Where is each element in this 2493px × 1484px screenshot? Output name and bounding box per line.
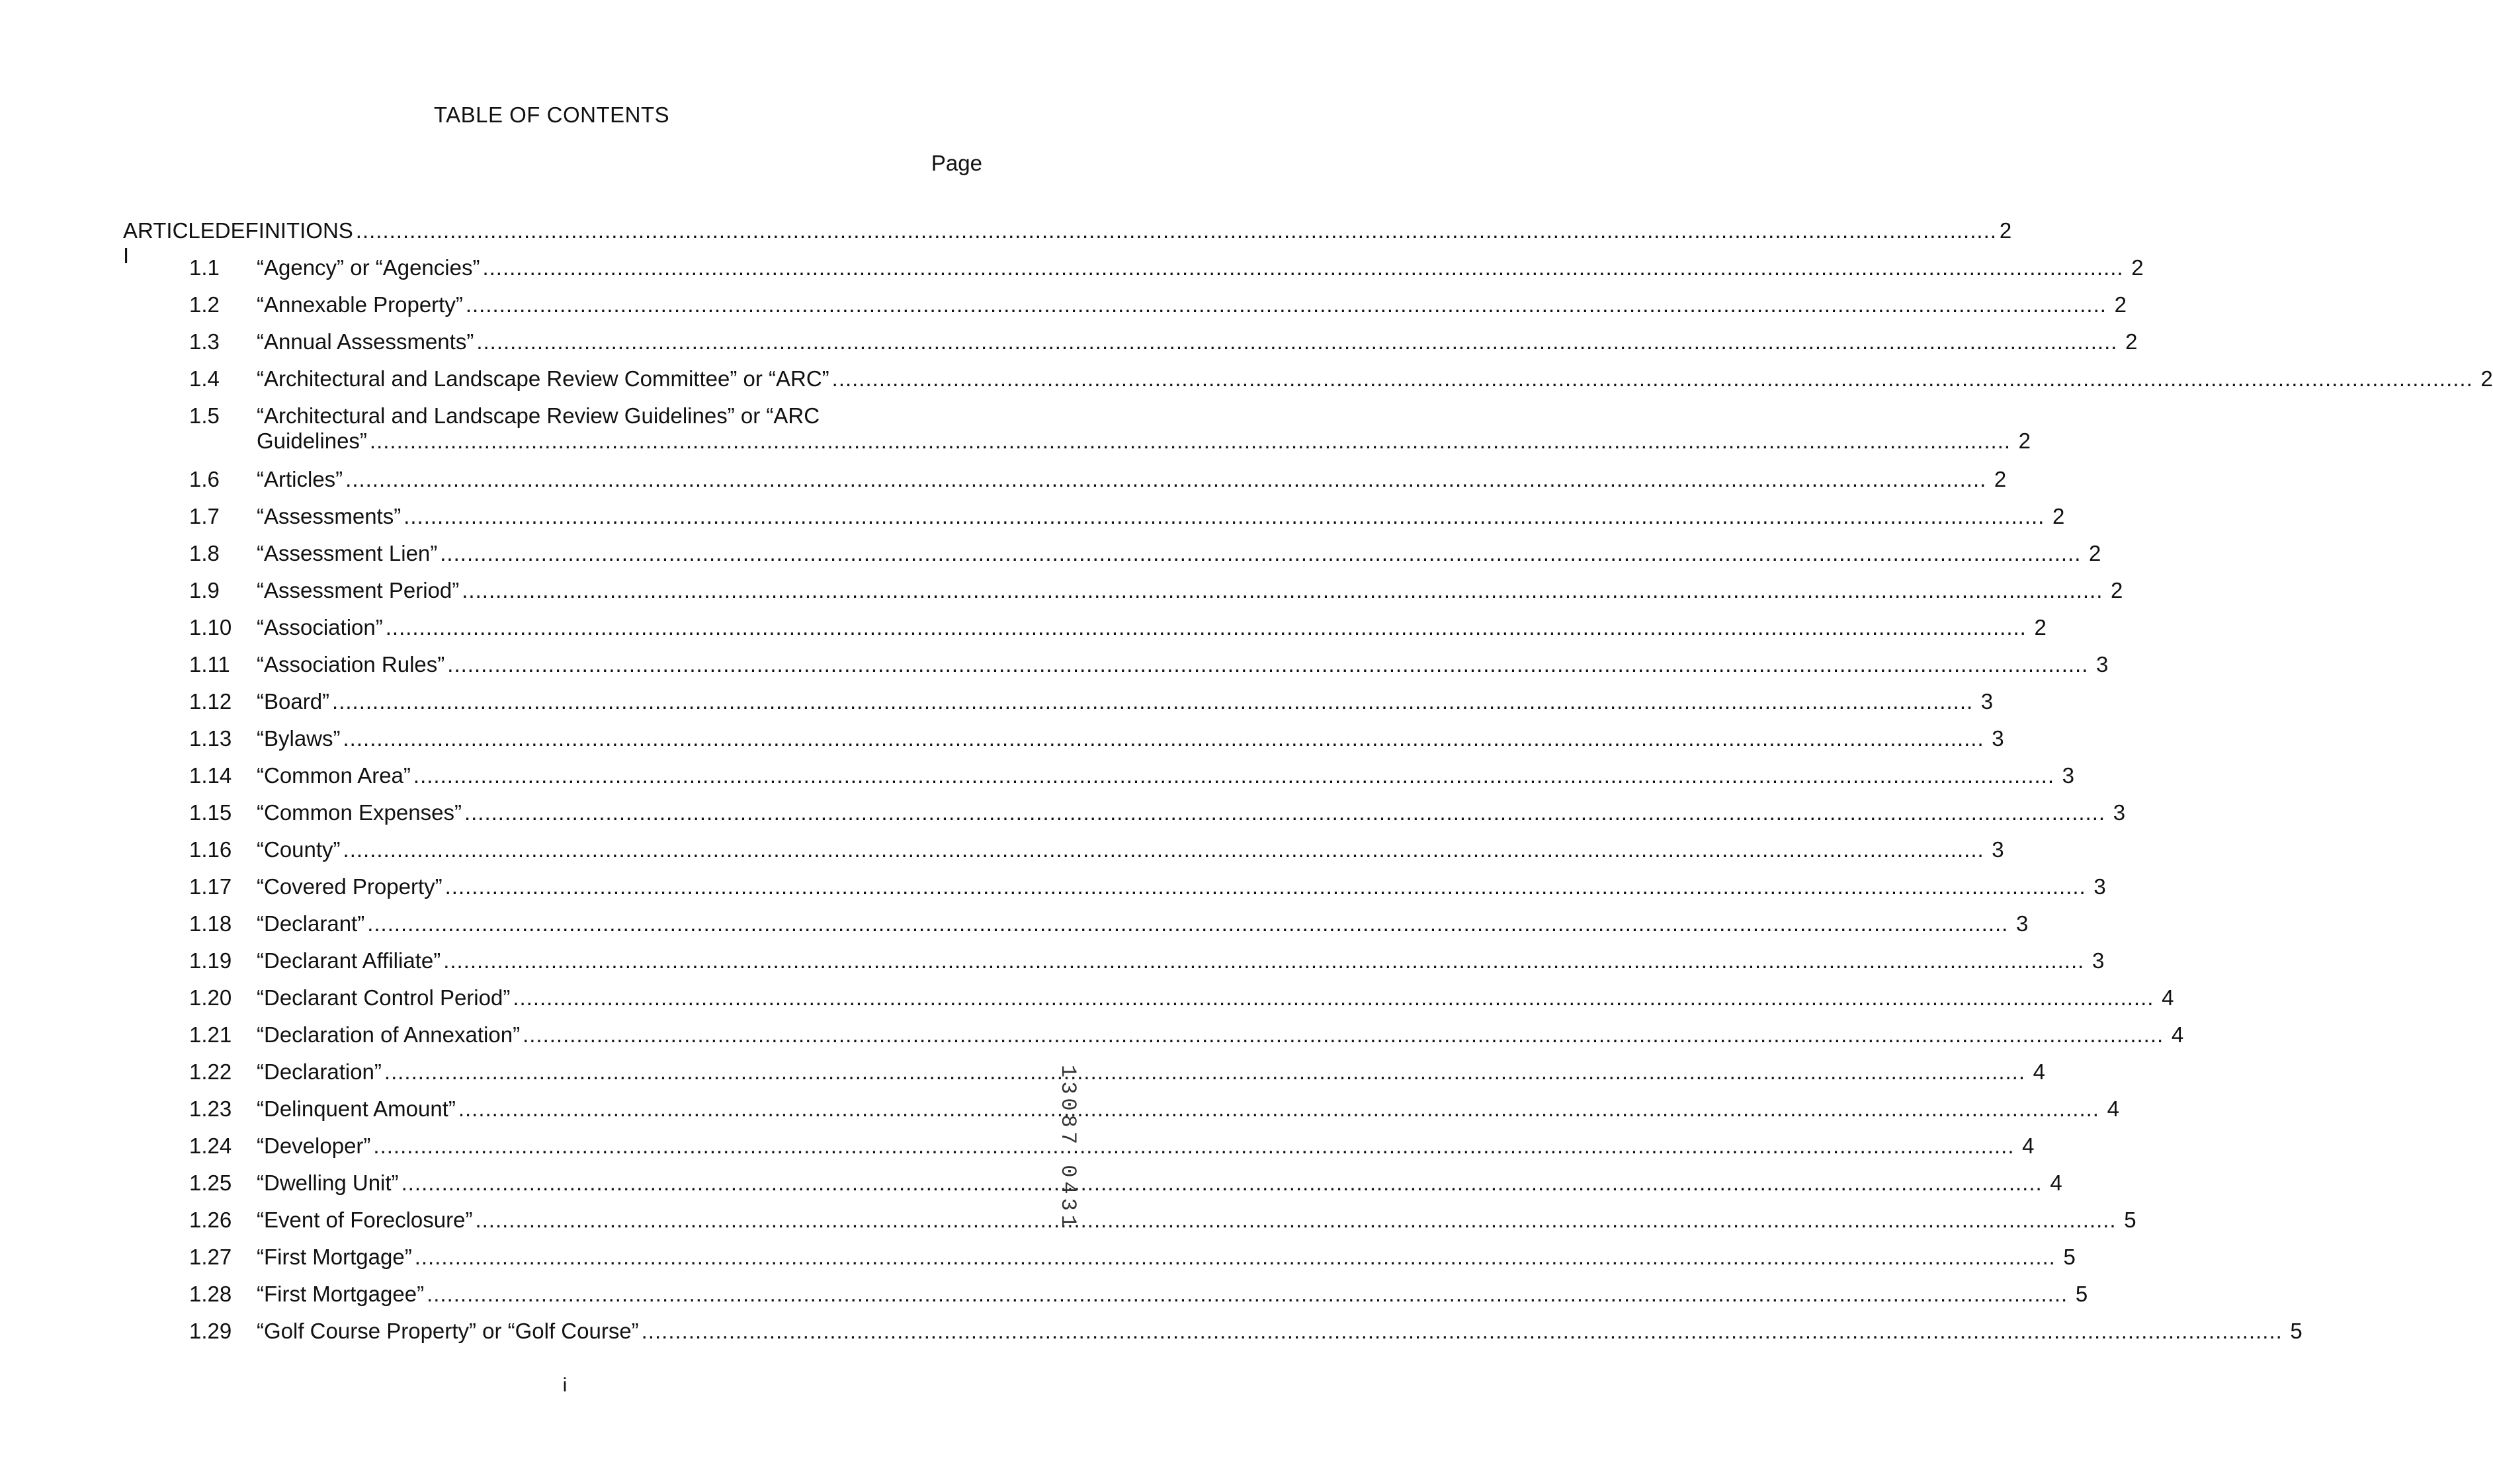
entry-page: 3 — [2015, 911, 2029, 936]
toc-entry — [123, 292, 2127, 329]
entry-number: 1.8 — [189, 541, 220, 565]
dot-leader — [476, 329, 2117, 354]
toc-entry — [123, 1096, 2119, 1134]
entry-title: “Covered Property” — [257, 874, 443, 899]
entry-title: “First Mortgagee” — [257, 1282, 425, 1306]
entry-number: 1.5 — [189, 403, 220, 428]
toc-entry — [123, 726, 2004, 763]
toc-entry — [123, 689, 1994, 726]
toc-entry — [123, 504, 2065, 541]
entry-page: 4 — [2022, 1134, 2035, 1158]
entry-title: “Agency” or “Agencies” — [257, 255, 480, 280]
entry-title: “Annexable Property” — [257, 292, 463, 317]
entry-page: 2 — [2018, 429, 2031, 453]
entry-body — [257, 615, 2047, 640]
entry-number: 1.14 — [189, 763, 232, 788]
toc-entry — [123, 1208, 2136, 1245]
entry-page: 4 — [2107, 1096, 2119, 1121]
entry-body — [257, 837, 2004, 862]
entry-number: 1.15 — [189, 800, 232, 825]
dot-leader — [403, 504, 2045, 529]
toc-entry — [123, 1245, 2076, 1282]
toc-entry — [123, 874, 2106, 911]
entry-number: 1.12 — [189, 689, 232, 714]
entry-title: “Declarant Control Period” — [257, 985, 511, 1010]
entry-page: 3 — [1980, 689, 1994, 714]
entry-title: “Declarant” — [257, 911, 365, 936]
entry-number: 1.17 — [189, 874, 232, 899]
dot-leader — [482, 255, 2123, 280]
entry-body — [257, 763, 2074, 788]
dot-leader — [445, 874, 2086, 899]
toc-entry — [123, 1282, 2088, 1319]
entry-page: 4 — [2033, 1059, 2046, 1084]
entry-title: “Declaration of Annexation” — [257, 1022, 521, 1047]
entry-body — [257, 366, 2493, 392]
entry-number: 1.26 — [189, 1208, 232, 1232]
entry-number: 1.27 — [189, 1245, 232, 1269]
entry-body — [257, 255, 2144, 280]
entry-title: “Annual Assessments” — [257, 329, 474, 354]
entry-title: “Articles” — [257, 467, 343, 491]
entry-title: “Developer” — [257, 1134, 371, 1158]
entry-number: 1.1 — [189, 255, 220, 280]
entry-page: 5 — [2063, 1245, 2076, 1269]
entry-page: 4 — [2171, 1022, 2184, 1047]
dot-leader — [464, 800, 2105, 825]
entry-title: “Common Area” — [257, 763, 411, 788]
entry-number: 1.10 — [189, 615, 232, 639]
entry-title: “Architectural and Landscape Review Committee” or “ARC” — [257, 366, 829, 391]
entry-number: 1.22 — [189, 1059, 232, 1084]
dot-leader — [458, 1096, 2099, 1122]
entry-body — [257, 726, 2004, 751]
entry-title-line2: Guidelines” — [257, 429, 367, 453]
entry-number: 1.25 — [189, 1171, 232, 1195]
entry-number: 1.24 — [189, 1134, 232, 1158]
toc-entry — [123, 800, 2126, 837]
entry-page: 5 — [2075, 1282, 2088, 1306]
toc-entry — [123, 541, 2101, 578]
toc-entry — [123, 467, 2007, 504]
article-page: 2 — [1999, 218, 2012, 243]
page-column-label: Page — [931, 151, 982, 175]
dot-leader — [373, 1134, 2014, 1159]
page-title: TABLE OF CONTENTS — [433, 103, 670, 127]
toc-entry — [123, 763, 2075, 800]
dot-leader — [642, 1319, 2283, 1344]
entry-page: 2 — [2034, 615, 2047, 639]
dot-leader — [447, 652, 2088, 677]
toc-entry — [123, 985, 2174, 1022]
entry-number: 1.29 — [189, 1319, 232, 1343]
entry-title: “Assessments” — [257, 504, 401, 528]
toc-entry — [123, 652, 2109, 689]
toc-entry — [123, 255, 2144, 292]
entry-page: 3 — [2092, 948, 2105, 973]
entry-body — [257, 1171, 2062, 1196]
dot-leader — [413, 763, 2054, 788]
entry-number: 1.19 — [189, 948, 232, 973]
dot-leader — [466, 292, 2107, 317]
entry-number: 1.6 — [189, 467, 220, 491]
entry-number: 1.11 — [189, 652, 230, 677]
dot-leader — [367, 911, 2008, 936]
dot-leader — [401, 1171, 2043, 1196]
entry-title: “Golf Course Property” or “Golf Course” — [257, 1319, 639, 1343]
margin-stamp — [1056, 1065, 1088, 1250]
entry-title: “Declaration” — [257, 1059, 382, 1084]
dot-leader — [427, 1282, 2068, 1307]
entry-body — [257, 689, 1993, 714]
entry-number: 1.4 — [189, 366, 220, 391]
entry-body — [257, 948, 2104, 973]
entry-page: 5 — [2290, 1319, 2303, 1343]
dot-leader — [523, 1022, 2164, 1048]
entry-page: 3 — [1992, 726, 2004, 751]
entry-number: 1.28 — [189, 1282, 232, 1306]
entry-page: 2 — [2131, 255, 2144, 280]
toc-entry — [123, 1022, 2184, 1059]
dot-leader — [384, 1059, 2025, 1085]
entry-body — [257, 1208, 2136, 1233]
entry-number: 1.13 — [189, 726, 232, 751]
toc-entry — [123, 837, 2004, 874]
entry-body — [257, 911, 2028, 936]
dot-leader — [415, 1245, 2056, 1270]
entry-title-line1: “Architectural and Landscape Review Guidelines” or “ARC — [257, 403, 820, 428]
entry-title: “Declarant Affiliate” — [257, 948, 441, 973]
dot-leader — [343, 837, 1984, 862]
entry-body — [257, 292, 2127, 317]
toc-entry — [123, 403, 2031, 467]
entry-title: “Association Rules” — [257, 652, 445, 677]
dot-leader — [386, 615, 2027, 640]
toc-entry — [123, 1171, 2062, 1208]
entry-title: “Event of Foreclosure” — [257, 1208, 473, 1232]
toc-entry — [123, 1059, 2046, 1096]
entry-number: 1.3 — [189, 329, 220, 354]
entry-body — [257, 874, 2106, 899]
entry-page: 3 — [2096, 652, 2109, 677]
entry-body — [257, 1134, 2035, 1159]
toc-entry — [123, 1134, 2035, 1171]
entry-title: “Bylaws” — [257, 726, 341, 751]
entry-body — [257, 541, 2101, 566]
entry-body — [257, 1059, 2045, 1085]
article-title: DEFINITIONS — [214, 218, 353, 243]
entry-title: “Assessment Period” — [257, 578, 460, 602]
entry-title: “Assessment Lien” — [257, 541, 438, 565]
entry-body — [257, 1245, 2076, 1270]
entry-page: 2 — [2480, 366, 2493, 391]
dot-leader — [475, 1208, 2116, 1233]
entry-body — [257, 1319, 2303, 1344]
entry-number: 1.7 — [189, 504, 220, 528]
margin-stamp-text: 13087 0431 — [1056, 1065, 1080, 1232]
toc-entry — [123, 615, 2047, 652]
entry-title: “Delinquent Amount” — [257, 1096, 456, 1121]
toc-entry — [123, 1319, 2303, 1356]
entry-number: 1.16 — [189, 837, 232, 862]
entry-number: 1.23 — [189, 1096, 232, 1121]
dot-leader — [440, 541, 2081, 566]
dot-leader — [513, 985, 2154, 1010]
dot-leader — [345, 467, 1986, 492]
entry-title: “County” — [257, 837, 341, 862]
dot-leader — [462, 578, 2103, 603]
entry-body — [257, 1022, 2183, 1048]
entry-title-line2-row — [257, 429, 2031, 454]
entry-number: 1.18 — [189, 911, 232, 936]
entry-page: 4 — [2162, 985, 2174, 1010]
entry-page: 2 — [2114, 292, 2127, 317]
dot-leader — [443, 948, 2084, 973]
entry-body — [257, 985, 2174, 1010]
entry-body — [257, 1096, 2119, 1122]
toc-entry — [123, 578, 2123, 615]
dot-leader — [832, 366, 2473, 392]
entry-title: “Association” — [257, 615, 383, 639]
entry-body — [257, 329, 2137, 354]
entry-body — [257, 467, 2006, 492]
dot-leader — [343, 726, 1984, 751]
entry-body — [257, 1282, 2088, 1307]
dot-leader — [370, 429, 2011, 454]
entry-body — [257, 800, 2125, 825]
entry-body — [257, 578, 2123, 603]
article-number: ARTICLE I — [123, 218, 215, 268]
entry-number: 1.9 — [189, 578, 220, 602]
entry-page: 2 — [2089, 541, 2101, 565]
entry-title: “Common Expenses” — [257, 800, 462, 825]
toc-entry — [123, 911, 2029, 948]
dot-leader — [356, 218, 1997, 243]
entry-page: 3 — [2113, 800, 2126, 825]
entry-title: “Board” — [257, 689, 330, 714]
dot-leader — [332, 689, 1973, 714]
entry-page: 4 — [2050, 1171, 2062, 1195]
entry-page: 3 — [2093, 874, 2106, 899]
entry-title: “First Mortgage” — [257, 1245, 412, 1269]
entry-page: 2 — [2111, 578, 2123, 602]
entry-body — [257, 403, 2031, 454]
footer-page-number: i — [562, 1374, 568, 1396]
entry-body — [257, 504, 2064, 529]
entry-number: 1.20 — [189, 985, 232, 1010]
entry-page: 3 — [1992, 837, 2004, 862]
entry-number: 1.2 — [189, 292, 220, 317]
entry-page: 3 — [2062, 763, 2075, 788]
entry-title: “Dwelling Unit” — [257, 1171, 399, 1195]
entry-page: 2 — [2125, 329, 2138, 354]
entry-page: 5 — [2124, 1208, 2136, 1232]
entry-page: 2 — [1994, 467, 2007, 491]
entry-number: 1.21 — [189, 1022, 232, 1047]
toc-entry — [123, 329, 2138, 366]
entry-body — [257, 652, 2108, 677]
entry-page: 2 — [2052, 504, 2065, 528]
toc-entry — [123, 366, 2493, 403]
toc-entry — [123, 948, 2105, 985]
